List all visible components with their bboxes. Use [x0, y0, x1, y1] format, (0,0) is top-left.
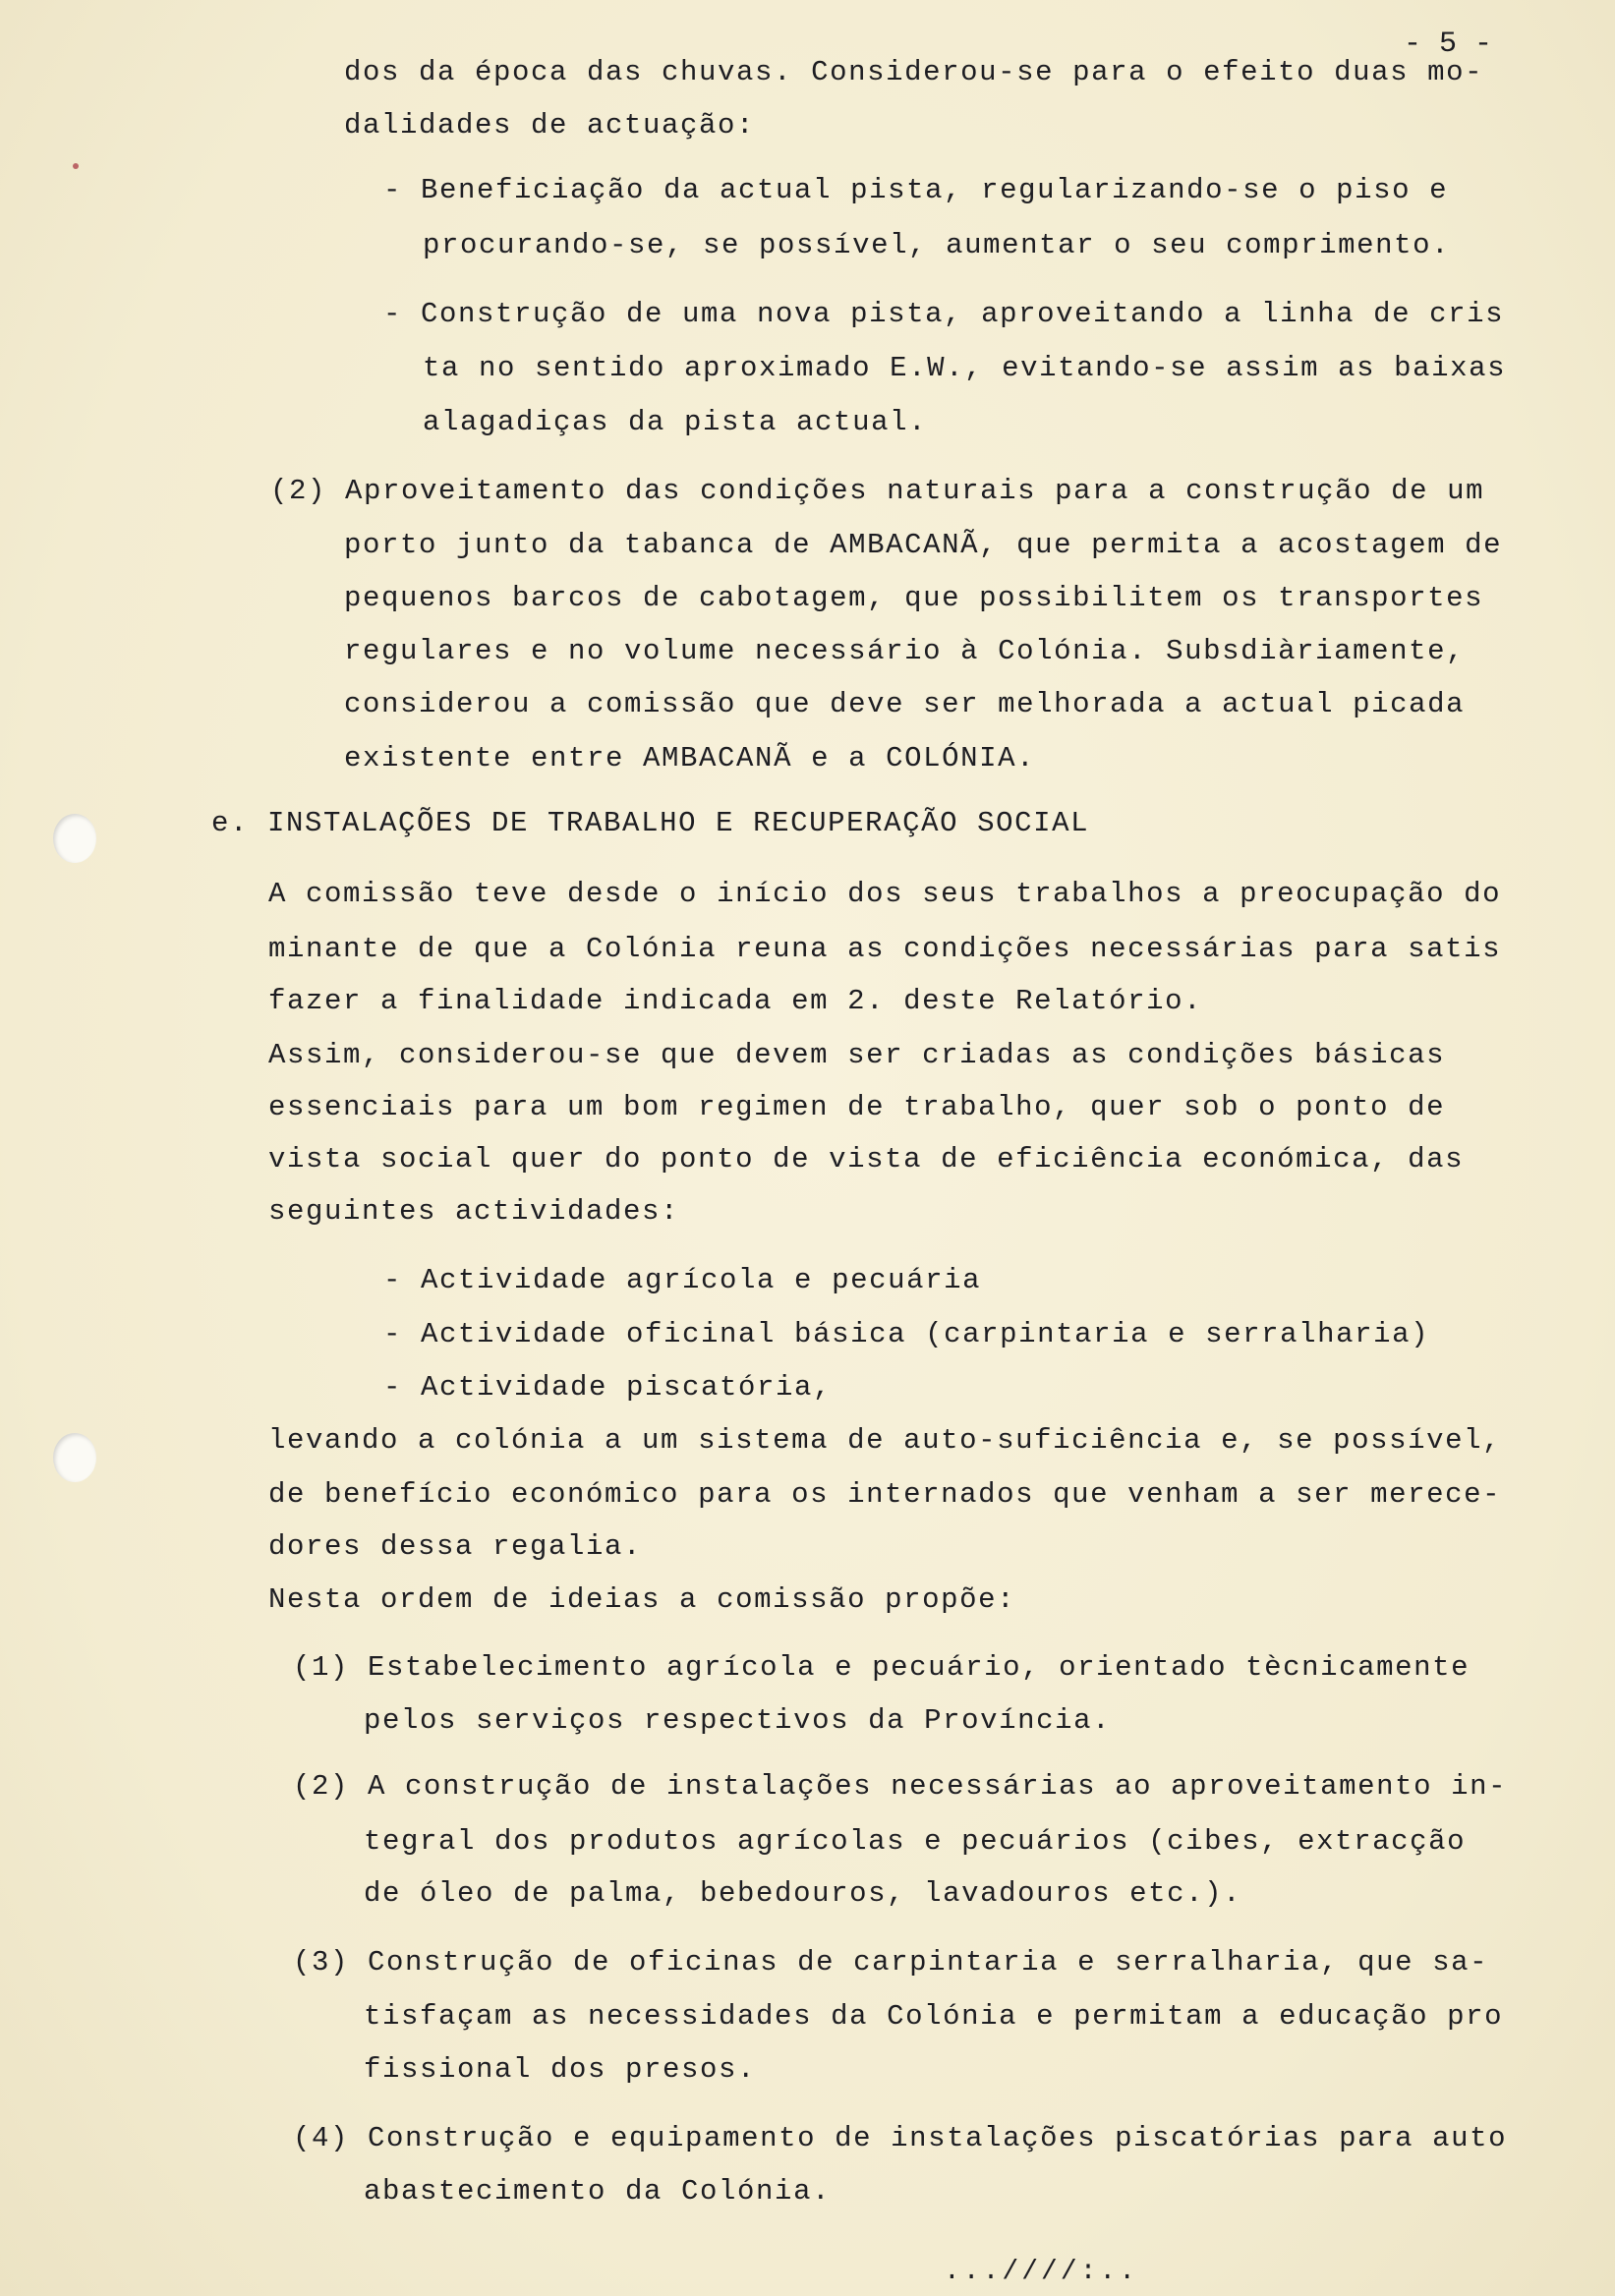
- paper-speck: [73, 163, 79, 169]
- text-line: seguintes actividades:: [268, 1195, 680, 1228]
- text-line: ta no sentido aproximado E.W., evitando-se assim as baixas: [423, 352, 1507, 384]
- text-line: A comissão teve desde o início dos seus trabalhos a preocupação do: [268, 878, 1502, 910]
- text-line: minante de que a Colónia reuna as condições necessárias para satis: [268, 933, 1502, 965]
- text-line: tisfaçam as necessidades da Colónia e permitam a educação pro: [364, 2000, 1504, 2033]
- text-line: (1) Estabelecimento agrícola e pecuário, orientado tècnicamente: [293, 1651, 1471, 1684]
- text-line: regulares e no volume necessário à Colónia. Subsdiàriamente,: [344, 635, 1466, 667]
- text-line: tegral dos produtos agrícolas e pecuários (cibes, extracção: [364, 1825, 1467, 1858]
- text-line: dores dessa regalia.: [268, 1530, 643, 1563]
- text-line: vista social quer do ponto de vista de eficiência económica, das: [268, 1143, 1465, 1176]
- text-line: de benefício económico para os internados que venham a ser merece-: [268, 1478, 1502, 1511]
- text-line: fazer a finalidade indicada em 2. deste Relatório.: [268, 985, 1203, 1017]
- text-line: levando a colónia a um sistema de auto-suficiência e, se possível,: [268, 1424, 1502, 1457]
- text-line: pequenos barcos de cabotagem, que possibilitem os transportes: [344, 582, 1484, 614]
- text-line: procurando-se, se possível, aumentar o seu comprimento.: [423, 229, 1451, 261]
- text-line: - Actividade oficinal básica (carpintaria e serralharia): [383, 1318, 1430, 1350]
- text-line: (2) A construção de instalações necessárias ao aproveitamento in-: [293, 1770, 1508, 1803]
- text-line: - Actividade agrícola e pecuária: [383, 1264, 982, 1296]
- text-line: dalidades de actuação:: [344, 109, 756, 142]
- text-line: dos da época das chuvas. Considerou-se para o efeito duas mo-: [344, 56, 1484, 88]
- text-line: essenciais para um bom regimen de trabalho, quer sob o ponto de: [268, 1091, 1446, 1123]
- text-line: considerou a comissão que deve ser melhorada a actual picada: [344, 688, 1466, 720]
- text-line: Nesta ordem de ideias a comissão propõe:: [268, 1583, 1016, 1616]
- text-line: - Construção de uma nova pista, aproveitando a linha de cris: [383, 298, 1505, 330]
- text-line: de óleo de palma, bebedouros, lavadouros etc.).: [364, 1877, 1242, 1910]
- text-line: (2) Aproveitamento das condições naturais para a construção de um: [270, 475, 1485, 507]
- text-line: e. INSTALAÇÕES DE TRABALHO E RECUPERAÇÃO SOCIAL: [211, 807, 1090, 839]
- text-line: fissional dos presos.: [364, 2053, 757, 2086]
- text-line: alagadiças da pista actual.: [423, 406, 928, 438]
- punch-hole-top: [53, 814, 96, 863]
- text-line: existente entre AMBACANÃ e a COLÓNIA.: [344, 742, 1036, 775]
- text-line: - Actividade piscatória,: [383, 1371, 833, 1404]
- text-line: abastecimento da Colónia.: [364, 2175, 832, 2208]
- text-line: (3) Construção de oficinas de carpintaria e serralharia, que sa-: [293, 1946, 1489, 1979]
- continuation-mark: ...////:..: [944, 2257, 1139, 2287]
- page-number: - 5 -: [1404, 28, 1493, 61]
- text-line: - Beneficiação da actual pista, regularizando-se o piso e: [383, 174, 1449, 206]
- text-line: pelos serviços respectivos da Província.: [364, 1704, 1112, 1737]
- text-line: porto junto da tabanca de AMBACANÃ, que permita a acostagem de: [344, 529, 1503, 561]
- text-line: (4) Construção e equipamento de instalações piscatórias para auto: [293, 2122, 1508, 2154]
- punch-hole-bottom: [53, 1433, 96, 1482]
- text-line: Assim, considerou-se que devem ser criadas as condições básicas: [268, 1039, 1446, 1071]
